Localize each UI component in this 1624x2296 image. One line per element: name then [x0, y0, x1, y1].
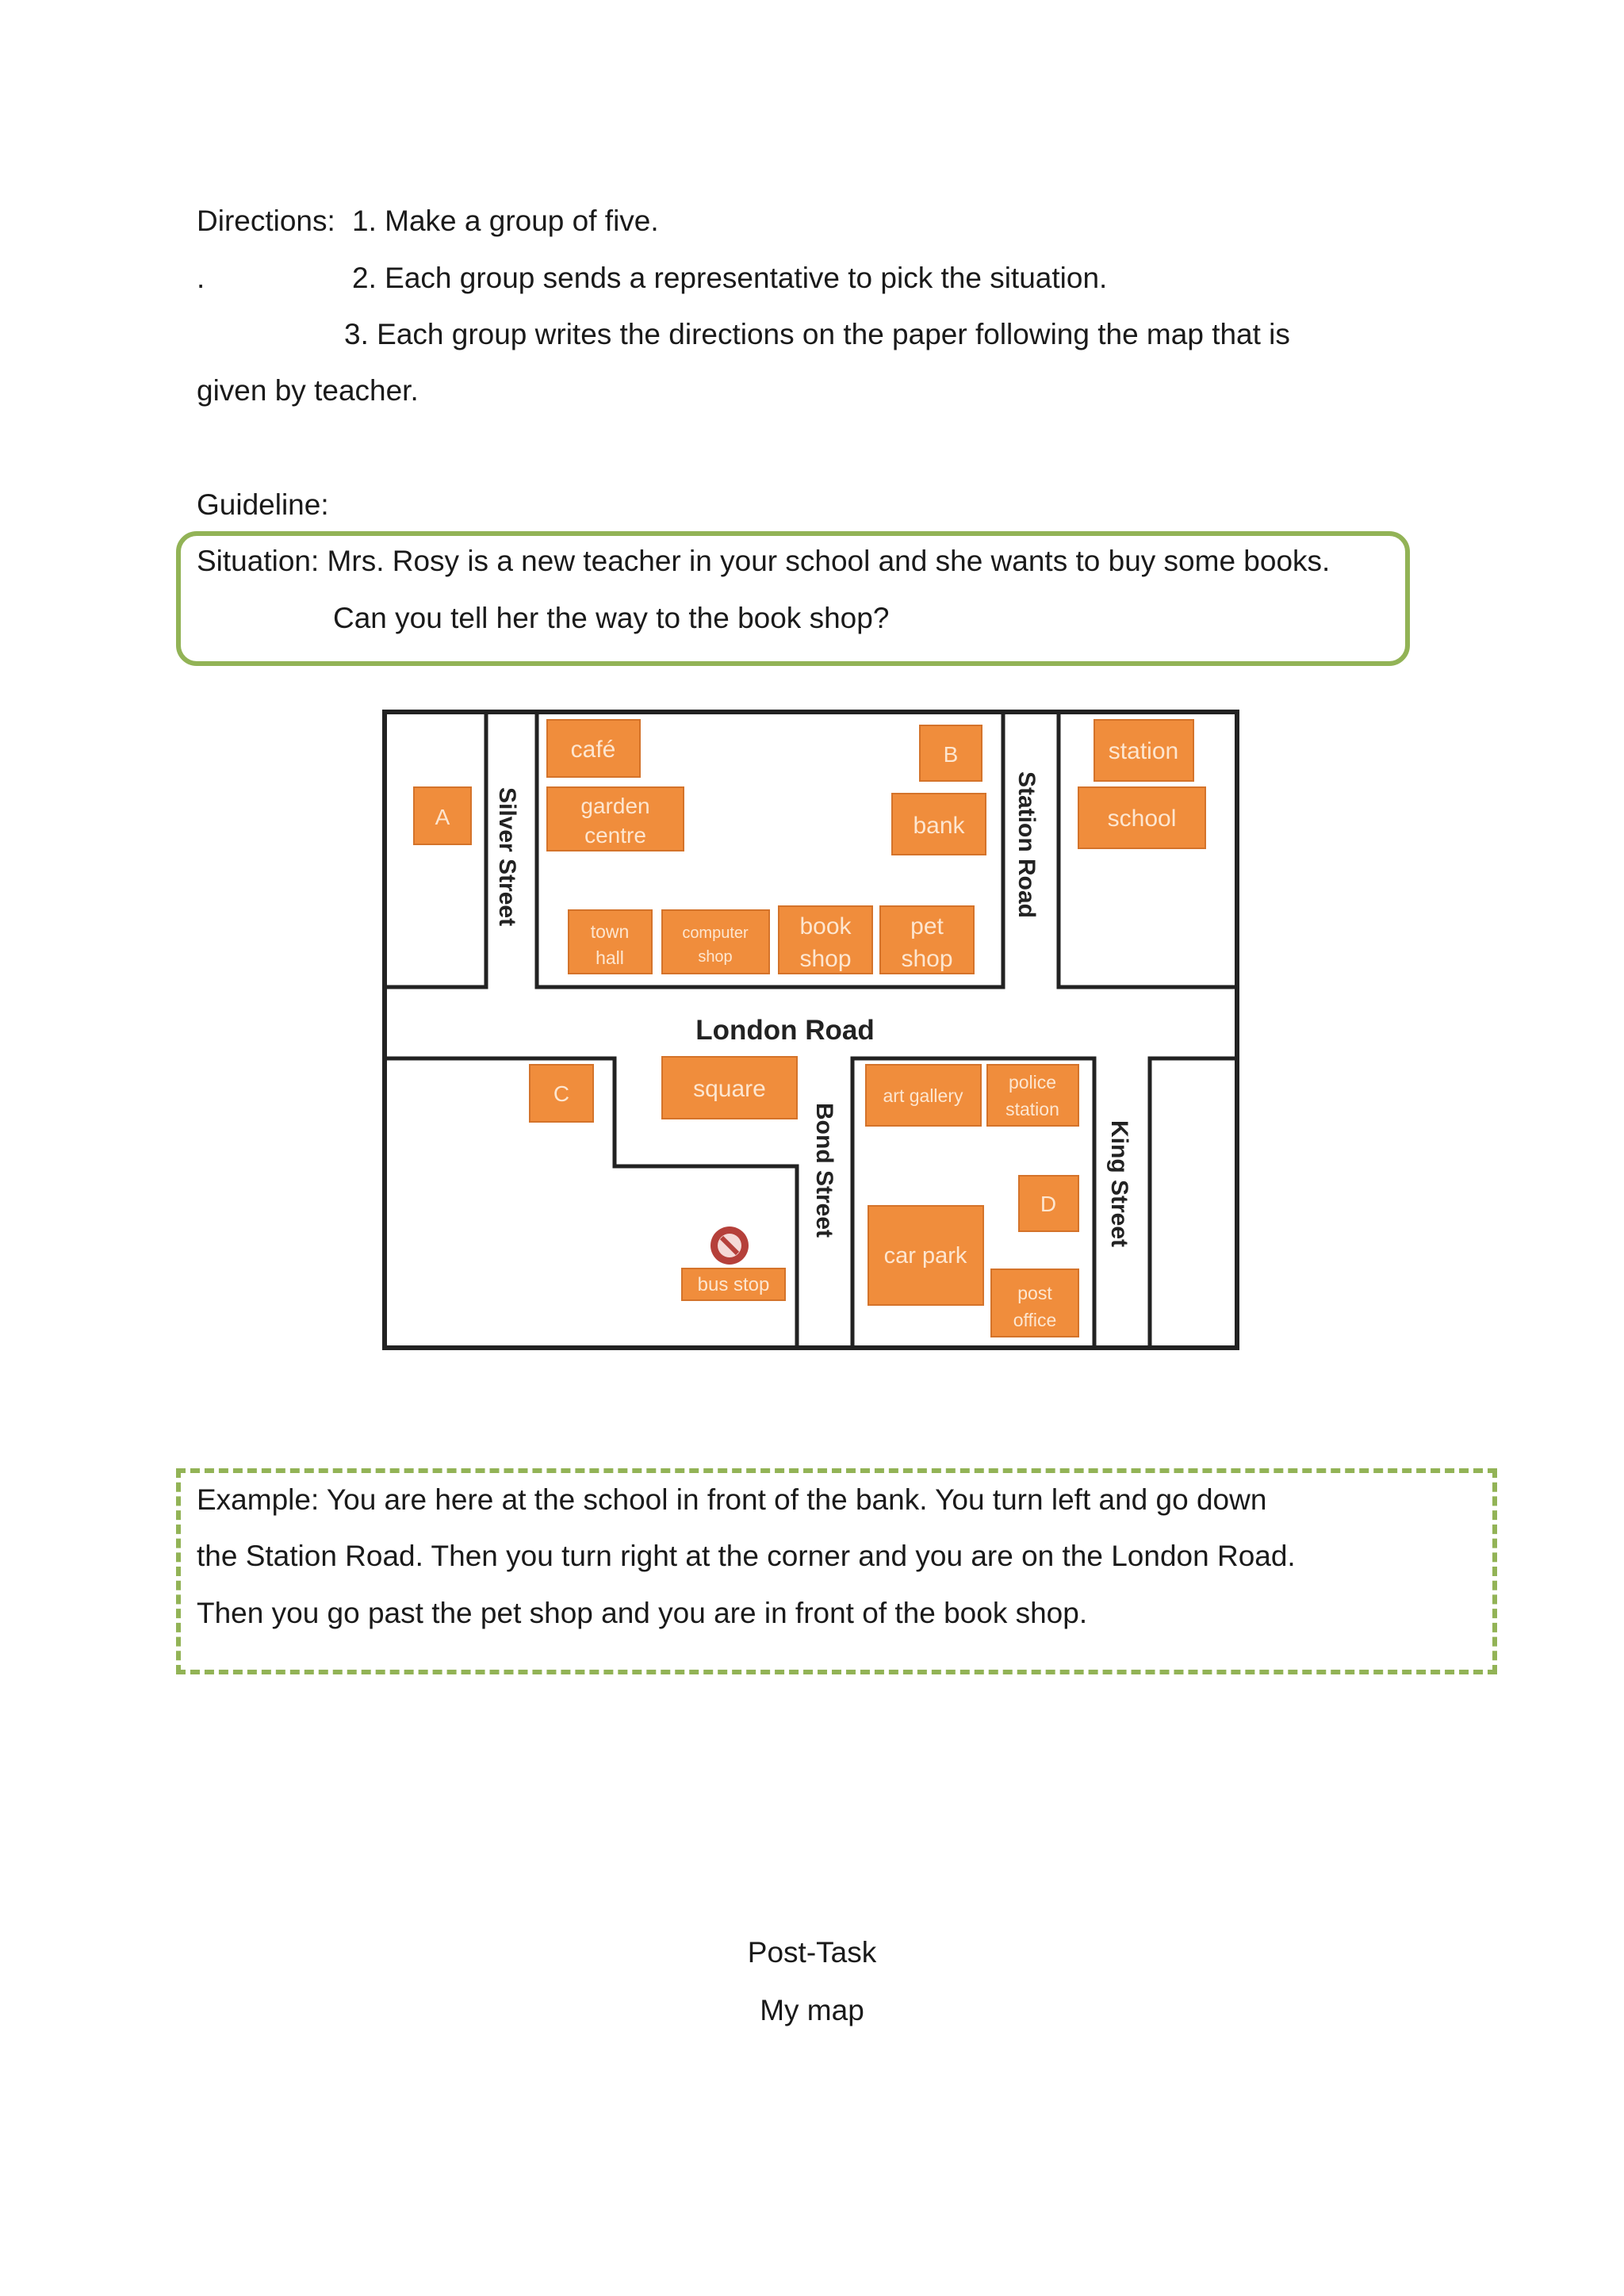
label-bank: bank	[913, 813, 965, 839]
example-line-1: Example: You are here at the school in front of the bank. You turn left and go down	[197, 1483, 1267, 1516]
example-line-2: the Station Road. Then you turn right at the corner and you are on the London Road.	[197, 1540, 1296, 1572]
street-map	[381, 708, 1241, 1352]
road-label-bond-street: Bond Street	[811, 1103, 837, 1238]
situation-line-2: Can you tell her the way to the book shop?	[333, 602, 890, 634]
directions-label: Directions:	[197, 205, 335, 237]
label-station: station	[1108, 738, 1179, 764]
label-art-gallery: art gallery	[883, 1085, 963, 1106]
label-book-shop-line-1: book	[799, 913, 852, 939]
example-line-3: Then you go past the pet shop and you are in front of the book shop.	[197, 1597, 1088, 1629]
post-task-heading: Post-Task	[747, 1936, 877, 1969]
label-a: A	[435, 805, 450, 829]
label-town-hall-line-2: hall	[596, 947, 624, 968]
label-square: square	[693, 1076, 766, 1102]
road-label-silver-street: Silver Street	[494, 787, 520, 927]
label-pet-shop-line-2: shop	[901, 946, 953, 972]
label-b: B	[943, 742, 959, 767]
label-school: school	[1107, 806, 1177, 832]
direction-step-3-line-2: given by teacher.	[197, 374, 419, 407]
label-cafe: café	[570, 737, 616, 763]
label-bus-stop: bus stop	[697, 1274, 770, 1295]
direction-step-2: 2. Each group sends a representative to pick the situation.	[352, 262, 1108, 294]
direction-step-1: 1. Make a group of five.	[352, 205, 659, 237]
label-pet-shop-line-1: pet	[910, 913, 944, 939]
no-entry-sign-icon	[710, 1226, 749, 1265]
road-label-london-road: London Road	[695, 1015, 875, 1046]
direction-dot: .	[197, 262, 205, 294]
label-d: D	[1040, 1192, 1057, 1216]
label-town-hall-line-1: town	[590, 921, 630, 942]
guideline-label: Guideline:	[197, 488, 329, 521]
label-car-park: car park	[883, 1243, 967, 1269]
label-computer-shop-line-2: shop	[698, 948, 733, 966]
direction-step-3-line-1: 3. Each group writes the directions on the paper following the map that is	[344, 318, 1290, 350]
road-label-station-road: Station Road	[1013, 771, 1040, 918]
block-bottom-right-outline	[1150, 1058, 1237, 1348]
label-garden-line-2: centre	[584, 823, 646, 848]
label-police-station-line-2: station	[1005, 1099, 1059, 1119]
label-garden-line-1: garden	[580, 794, 650, 818]
label-c: C	[553, 1081, 570, 1106]
label-computer-shop-line-1: computer	[682, 924, 749, 942]
label-book-shop-line-2: shop	[799, 946, 852, 972]
my-map-heading: My map	[760, 1994, 864, 2026]
block-a-outline	[385, 712, 486, 987]
situation-line-1: Situation: Mrs. Rosy is a new teacher in your school and she wants to buy some books.	[197, 545, 1331, 577]
label-police-station-line-1: police	[1008, 1072, 1057, 1093]
label-post-office-line-1: post	[1017, 1283, 1052, 1303]
road-label-king-street: King Street	[1106, 1120, 1132, 1248]
label-post-office-line-2: office	[1013, 1310, 1057, 1330]
